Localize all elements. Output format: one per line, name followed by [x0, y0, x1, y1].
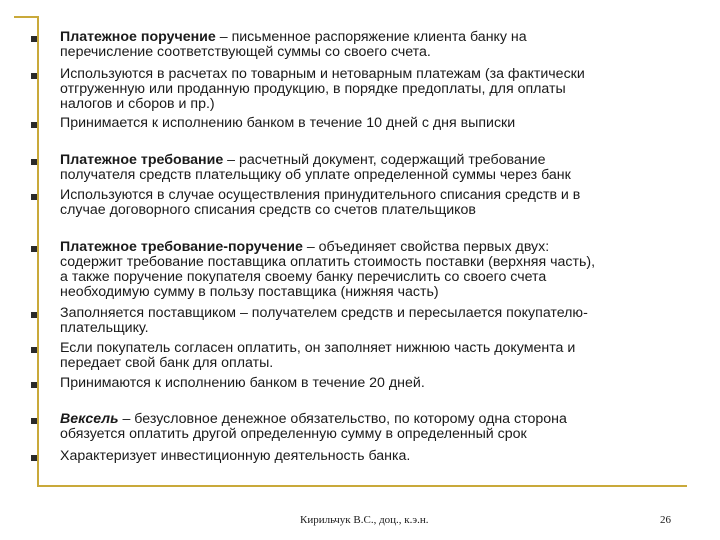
bullet-line: [60, 341, 575, 356]
bullet-line: [60, 188, 580, 203]
term-label: Вексель: [60, 411, 119, 427]
line-text: Характеризует инвестиционную деятельность банка.: [60, 448, 411, 464]
line-text: – безусловное денежное обязательство, по которому одна сторона: [118, 411, 567, 427]
bullet-icon: [31, 122, 37, 128]
bullet-icon: [31, 159, 37, 165]
bullet-line: [60, 82, 566, 97]
bullet-icon: [31, 418, 37, 424]
bullet-line: [60, 306, 588, 321]
bullet-line: [60, 270, 546, 285]
line-text: – расчетный документ, содержащий требование: [223, 152, 546, 168]
decorative-line-top: [14, 16, 38, 18]
line-text: отгруженную или проданную продукцию, в порядке предоплаты, для оплаты: [60, 81, 566, 97]
bullet-line: [60, 376, 425, 391]
bullet-line: [60, 321, 149, 336]
line-text: случае договорного списания средств со счетов плательщиков: [60, 202, 476, 218]
bullet-line: [60, 255, 595, 270]
bullet-icon: [31, 455, 37, 461]
line-text: – объединяет свойства первых двух:: [302, 239, 550, 255]
bullet-line: [60, 449, 410, 464]
line-text: налогов и сборов и пр.): [60, 96, 215, 112]
line-text: необходимую сумму в пользу поставщика (нижняя часть): [60, 284, 439, 300]
line-text: Заполняется поставщиком – получателем средств и пересылается покупателю-: [60, 305, 588, 321]
bullet-line: [60, 285, 439, 300]
bullet-icon: [31, 382, 37, 388]
bullet-line: [60, 116, 515, 131]
line-text: плательщику.: [60, 320, 149, 336]
line-text: перечисление соответствующей суммы со своего счета.: [60, 44, 431, 60]
bullet-line: [60, 97, 215, 112]
bullet-line: [60, 427, 527, 442]
bullet-line: [60, 67, 585, 82]
line-text: Если покупатель согласен оплатить, он заполняет нижнюю часть документа и: [60, 340, 576, 356]
bullet-icon: [31, 194, 37, 200]
bullet-line: [60, 203, 476, 218]
term-label: Платежное поручение: [60, 29, 216, 45]
page-number: 26: [660, 514, 671, 526]
line-text: содержит требование поставщика оплатить стоимость поставки (верхняя часть),: [60, 254, 596, 270]
bullet-line: [60, 168, 571, 183]
bullet-icon: [31, 246, 37, 252]
term-label: Платежное требование: [60, 152, 224, 168]
bullet-icon: [31, 73, 37, 79]
line-text: Принимаются к исполнению банком в течение 20 дней.: [60, 375, 425, 391]
bullet-icon: [31, 36, 37, 42]
term-label: Платежное требование-поручение: [60, 239, 303, 255]
bullet-line: [60, 30, 527, 45]
bullet-line: [60, 240, 549, 255]
bullet-line: [60, 412, 567, 427]
line-text: получателя средств плательщику об уплате определенной суммы через банк: [60, 167, 571, 183]
line-text: передает свой банк для оплаты.: [60, 355, 274, 371]
line-text: Принимается к исполнению банком в течение 10 дней с дня выписки: [60, 115, 516, 131]
line-text: обязуется оплатить другой определенную сумму в определенный срок: [60, 426, 527, 442]
line-text: Используются в случае осуществления принудительного списания средств и в: [60, 187, 581, 203]
bullet-line: [60, 45, 431, 60]
bullet-icon: [31, 347, 37, 353]
bullet-line: [60, 153, 545, 168]
decorative-line-bottom: [37, 485, 687, 487]
decorative-line-vertical: [37, 16, 39, 486]
line-text: Используются в расчетах по товарным и нетоварным платежам (за фактически: [60, 66, 585, 82]
line-text: а также поручение покупателя своему банку перечислить со своего счета: [60, 269, 547, 285]
line-text: – письменное распоряжение клиента банку на: [215, 29, 527, 45]
bullet-line: [60, 356, 273, 371]
bullet-icon: [31, 312, 37, 318]
footer-author: Кирильчук В.С., доц., к.э.н.: [300, 514, 429, 526]
